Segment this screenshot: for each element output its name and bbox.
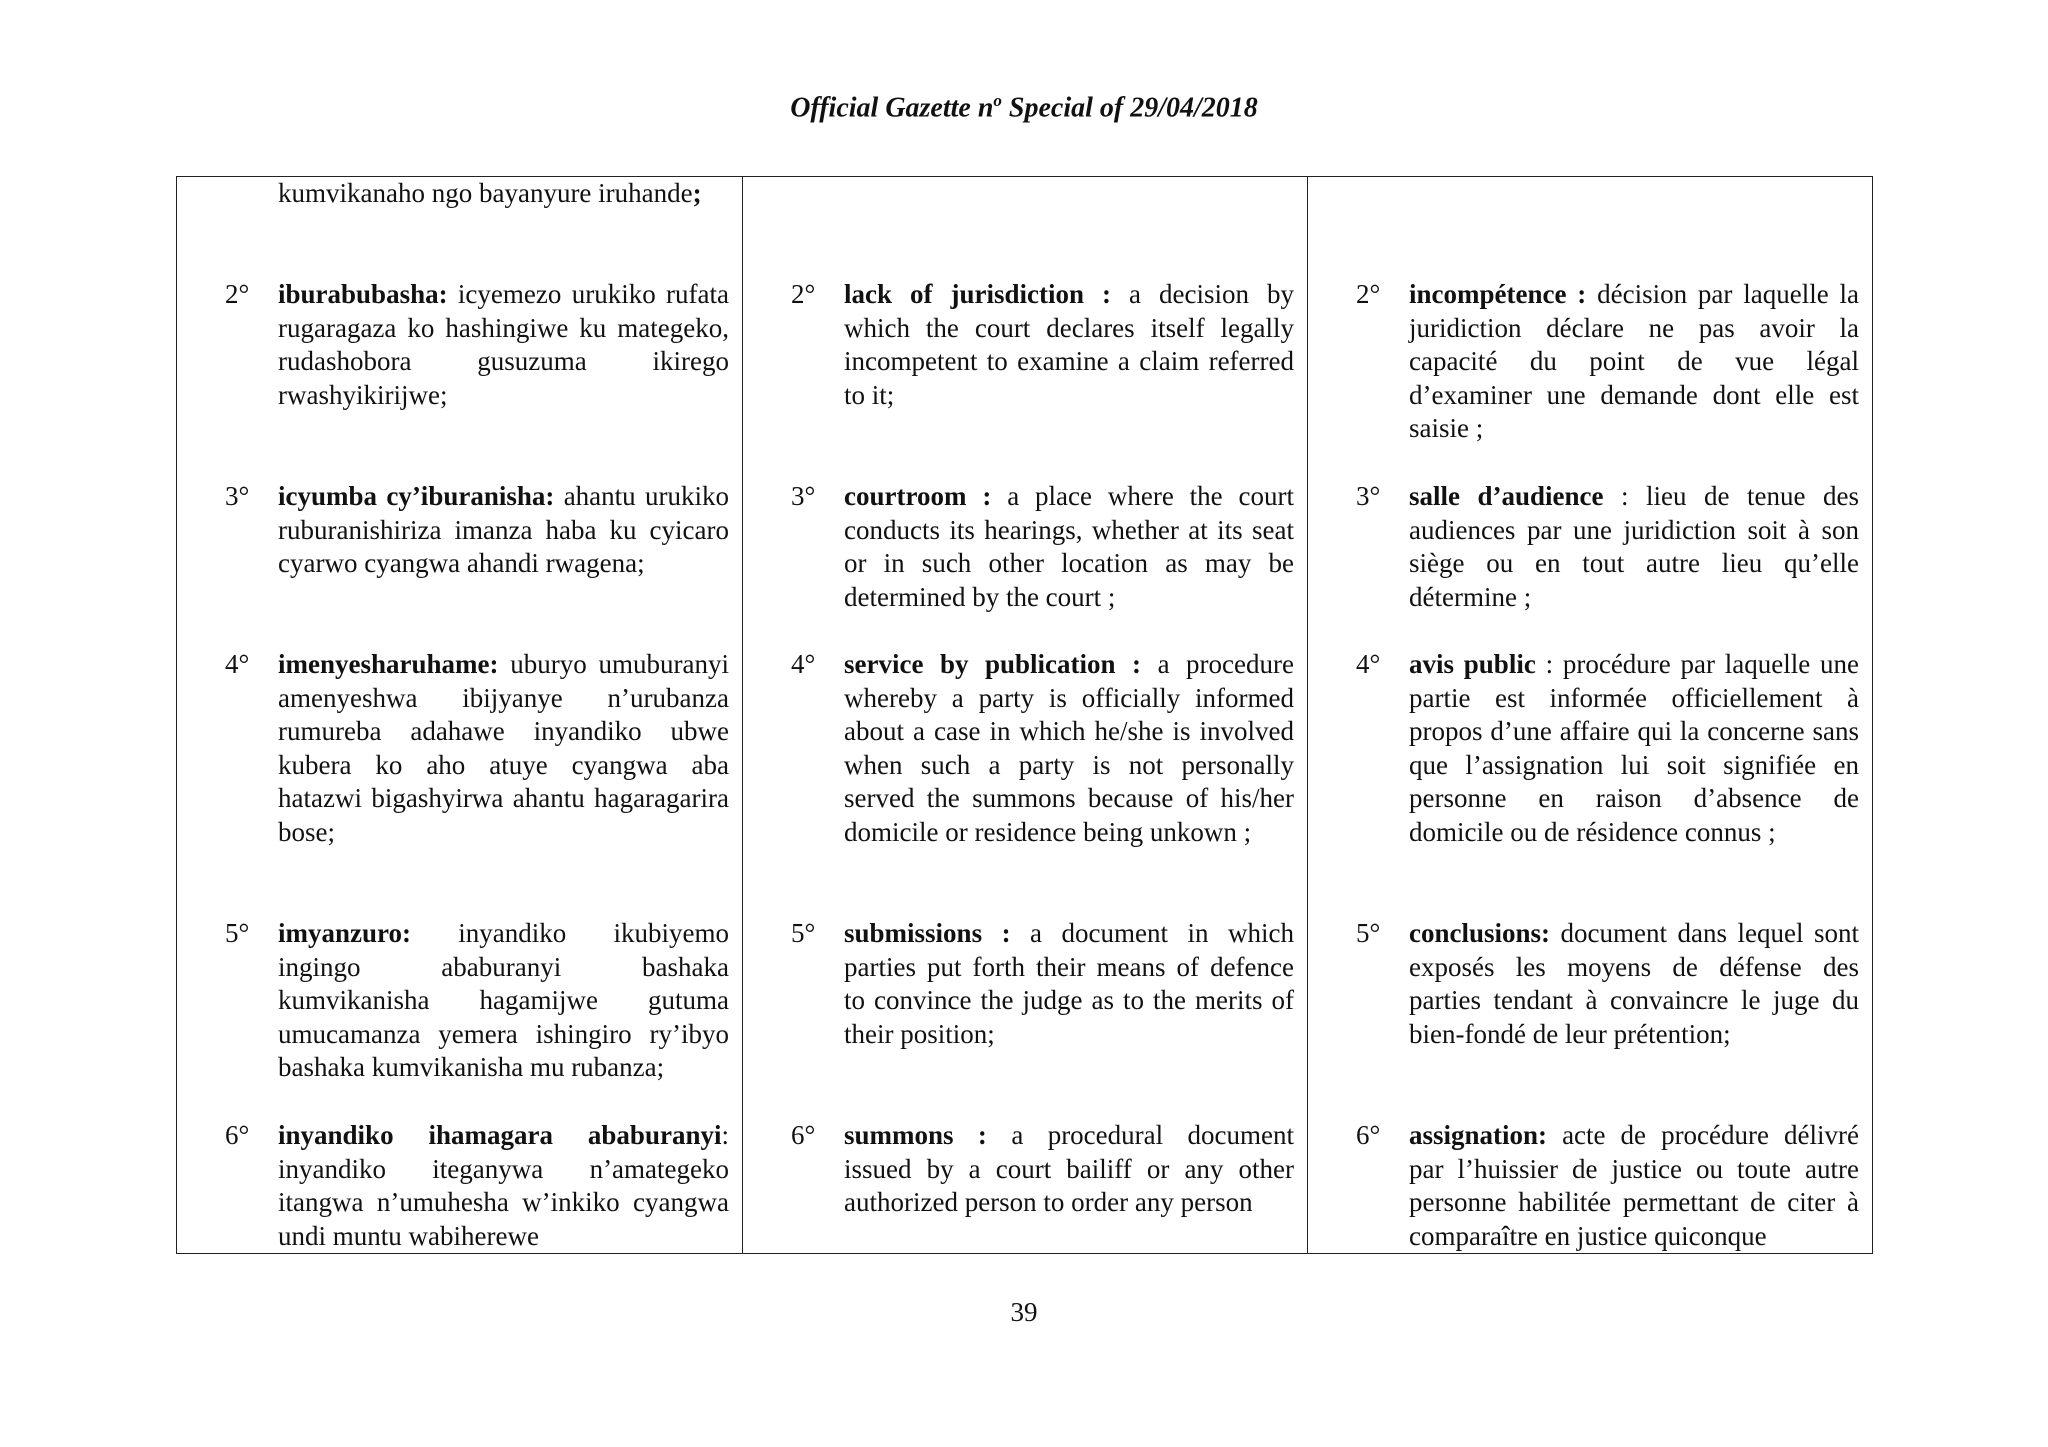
item-term: inyandiko ihamagara ababuranyi	[278, 1120, 722, 1150]
definition-item	[1356, 278, 1859, 446]
definition-item	[791, 480, 1294, 614]
definition-item	[225, 480, 729, 581]
item-definition: a document in which parties put forth their means of defence to convince the judge as to the merits of their position;	[844, 918, 1294, 1049]
item-term: lack of jurisdiction :	[844, 279, 1112, 309]
definition-item	[1356, 648, 1859, 850]
item-definition: document dans lequel sont exposés les moyens de défense des parties tendant à convaincre le juge du bien-fondé de leur prétention;	[1409, 918, 1859, 1049]
item-text	[278, 648, 729, 850]
item-number: 5°	[225, 918, 250, 948]
item-number: 4°	[791, 649, 816, 679]
header-number-sign: o	[993, 91, 1002, 110]
item-definition: acte de procédure délivré par l’huissier de justice ou toute autre personne habilitée permettant de citer à comparaître en justice quiconque	[1409, 1120, 1859, 1251]
item-definition: a decision by which the court declares itself legally incompetent to examine a claim referred to it;	[844, 279, 1294, 410]
item-term: icyumba cy’iburanisha:	[278, 481, 555, 511]
item-term: submissions :	[844, 918, 1011, 948]
item-number: 4°	[1356, 649, 1381, 679]
item-term: salle d’audience	[1409, 481, 1604, 511]
item-term: imenyesharuhame:	[278, 649, 499, 679]
item-text	[1409, 648, 1859, 850]
definition-item	[791, 648, 1294, 850]
item-number: 2°	[225, 279, 250, 309]
item-text	[278, 278, 729, 412]
french-column	[1307, 177, 1872, 1253]
item-number: 6°	[791, 1120, 816, 1150]
item-term: service by publication :	[844, 649, 1142, 679]
english-column	[742, 177, 1307, 1253]
gazette-header	[0, 84, 2048, 125]
item-number: 3°	[1356, 481, 1381, 511]
item-text	[1409, 278, 1859, 446]
item-term: avis public	[1409, 649, 1536, 679]
item-definition: : inyandiko iteganywa n’amategeko itangwa n’umuhesha w’inkiko cyangwa undi muntu wabiherewe	[278, 1120, 729, 1251]
item-definition: icyemezo urukiko rufata rugaragaza ko hashingiwe ku mategeko, rudashobora gusuzuma ikirego rwashyikirijwe;	[278, 279, 729, 410]
continuation-body: kumvikanaho ngo bayanyure iruhande	[278, 178, 693, 208]
continuation-end: ;	[692, 178, 702, 208]
item-number: 4°	[225, 649, 250, 679]
item-text	[844, 480, 1294, 614]
kinyarwanda-column	[177, 177, 742, 1253]
definition-item	[225, 1119, 729, 1253]
item-text	[1409, 917, 1859, 1051]
item-term: iburabubasha:	[278, 279, 448, 309]
item-text	[844, 917, 1294, 1051]
item-number: 3°	[225, 481, 250, 511]
item-text	[844, 278, 1294, 412]
definition-item	[1356, 1119, 1859, 1253]
item-text	[278, 1119, 729, 1253]
definition-item	[791, 1119, 1294, 1220]
item-text	[278, 480, 729, 581]
item-definition: a procedure whereby a party is officially informed about a case in which he/she is involved when such a party is not personally served the summons because of his/her domicile or residence being unkown ;	[844, 649, 1294, 847]
item-number: 6°	[1356, 1120, 1381, 1150]
item-number: 5°	[1356, 918, 1381, 948]
definition-item	[225, 917, 729, 1085]
definitions-table	[176, 176, 1873, 1254]
item-term: incompétence :	[1409, 279, 1587, 309]
item-definition: : procédure par laquelle une partie est informée officiellement à propos d’une affaire qui la concerne sans que l’assignation lui soit signifiée en personne en raison d’absence de domicile ou de résidence connus ;	[1409, 649, 1859, 847]
item-definition: uburyo umuburanyi amenyeshwa ibijyanye n’urubanza rumureba adahawe inyandiko ubwe kubera ko aho atuye cyangwa aba hatazwi bigashyirwa ahantu hagaragarira bose;	[278, 649, 729, 847]
continuation-text	[278, 177, 729, 211]
header-title-suffix: Special of 29/04/2018	[1001, 92, 1258, 124]
item-text	[1409, 1119, 1859, 1253]
item-definition: ahantu urukiko ruburanishiriza imanza haba ku cyicaro cyarwo cyangwa ahandi rwagena;	[278, 481, 729, 579]
item-term: assignation:	[1409, 1120, 1548, 1150]
item-number: 2°	[1356, 279, 1381, 309]
page-number: 39	[1010, 1297, 1038, 1327]
definition-item	[225, 648, 729, 850]
item-definition: : lieu de tenue des audiences par une juridiction soit à son siège ou en tout autre lieu qu’elle détermine ;	[1409, 481, 1859, 612]
item-text	[844, 1119, 1294, 1220]
item-definition: a procedural document issued by a court bailiff or any other authorized person to order any person	[844, 1120, 1294, 1218]
item-definition: a place where the court conducts its hearings, whether at its seat or in such other location as may be determined by the court ;	[844, 481, 1294, 612]
item-number: 5°	[791, 918, 816, 948]
item-text	[1409, 480, 1859, 614]
item-term: courtroom :	[844, 481, 992, 511]
item-definition: décision par laquelle la juridiction déclare ne pas avoir la capacité du point de vue légal d’examiner une demande dont elle est saisie ;	[1409, 279, 1859, 444]
definition-item	[791, 917, 1294, 1051]
item-definition: inyandiko ikubiyemo ingingo ababuranyi bashaka kumvikanisha hagamijwe gutuma umucamanza yemera ishingiro ry’ibyo bashaka kumvikanisha mu rubanza;	[278, 918, 729, 1083]
item-term: imyanzuro:	[278, 918, 411, 948]
item-text	[844, 648, 1294, 850]
item-text	[278, 917, 729, 1085]
item-number: 6°	[225, 1120, 250, 1150]
definition-item	[791, 278, 1294, 412]
item-term: summons :	[844, 1120, 987, 1150]
item-number: 2°	[791, 279, 816, 309]
header-title-prefix: Official Gazette n	[790, 92, 994, 124]
item-number: 3°	[791, 481, 816, 511]
item-term: conclusions:	[1409, 918, 1551, 948]
definition-item	[225, 278, 729, 412]
definition-item	[1356, 480, 1859, 614]
definition-item	[1356, 917, 1859, 1051]
